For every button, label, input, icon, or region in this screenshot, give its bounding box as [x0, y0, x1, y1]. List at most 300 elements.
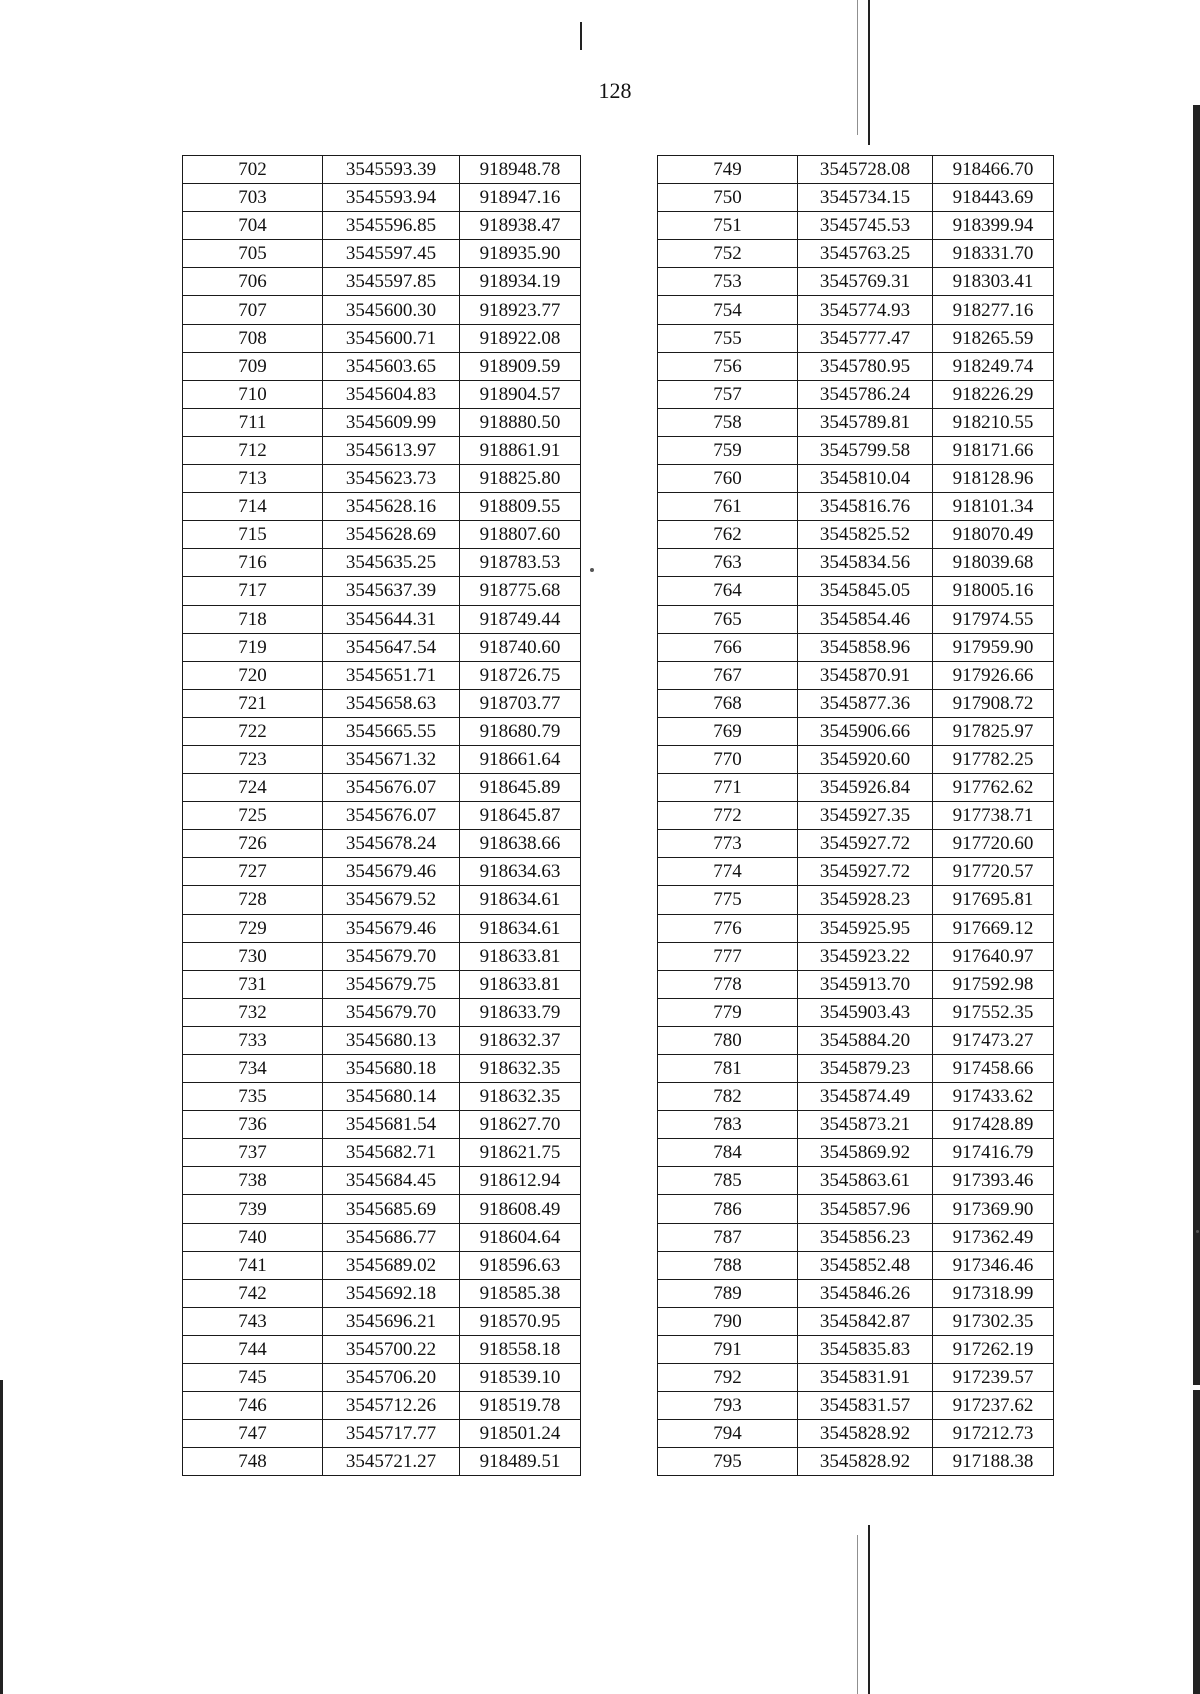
x-coordinate-cell: 3545854.46: [798, 605, 933, 633]
y-coordinate-cell: 918249.74: [933, 352, 1054, 380]
x-coordinate-cell: 3545644.31: [323, 605, 460, 633]
y-coordinate-cell: 918466.70: [933, 156, 1054, 184]
x-coordinate-cell: 3545689.02: [323, 1251, 460, 1279]
x-coordinate-cell: 3545869.92: [798, 1139, 933, 1167]
x-coordinate-cell: 3545831.91: [798, 1364, 933, 1392]
table-row: [183, 998, 581, 1026]
table-row: [658, 493, 1054, 521]
point-number-cell: 713: [183, 465, 323, 493]
x-coordinate-cell: 3545686.77: [323, 1223, 460, 1251]
x-coordinate-cell: 3545596.85: [323, 212, 460, 240]
table-row: [183, 1055, 581, 1083]
x-coordinate-cell: 3545774.93: [798, 296, 933, 324]
table-row: [658, 1139, 1054, 1167]
x-coordinate-cell: 3545609.99: [323, 408, 460, 436]
x-coordinate-cell: 3545679.70: [323, 998, 460, 1026]
x-coordinate-cell: 3545828.92: [798, 1420, 933, 1448]
x-coordinate-cell: 3545927.72: [798, 858, 933, 886]
table-row: [658, 858, 1054, 886]
x-coordinate-cell: 3545928.23: [798, 886, 933, 914]
point-number-cell: 768: [658, 689, 798, 717]
x-coordinate-cell: 3545696.21: [323, 1307, 460, 1335]
y-coordinate-cell: 918005.16: [933, 577, 1054, 605]
x-coordinate-cell: 3545786.24: [798, 380, 933, 408]
table-row: [658, 998, 1054, 1026]
table-row: [658, 1111, 1054, 1139]
y-coordinate-cell: 918809.55: [460, 493, 581, 521]
point-number-cell: 719: [183, 633, 323, 661]
point-number-cell: 775: [658, 886, 798, 914]
table-row: [658, 914, 1054, 942]
table-row: [658, 605, 1054, 633]
table-row: [183, 830, 581, 858]
binding-line: [868, 1525, 870, 1694]
y-coordinate-cell: 918632.37: [460, 1026, 581, 1054]
table-row: [658, 942, 1054, 970]
y-coordinate-cell: 918101.34: [933, 493, 1054, 521]
point-number-cell: 731: [183, 970, 323, 998]
table-row: [658, 1279, 1054, 1307]
point-number-cell: 792: [658, 1364, 798, 1392]
x-coordinate-cell: 3545651.71: [323, 661, 460, 689]
point-number-cell: 778: [658, 970, 798, 998]
point-number-cell: 762: [658, 521, 798, 549]
point-number-cell: 715: [183, 521, 323, 549]
table-row: [183, 352, 581, 380]
x-coordinate-cell: 3545603.65: [323, 352, 460, 380]
table-row: [183, 212, 581, 240]
y-coordinate-cell: 917592.98: [933, 970, 1054, 998]
point-number-cell: 766: [658, 633, 798, 661]
table-row: [183, 324, 581, 352]
x-coordinate-cell: 3545593.39: [323, 156, 460, 184]
x-coordinate-cell: 3545706.20: [323, 1364, 460, 1392]
y-coordinate-cell: 917362.49: [933, 1223, 1054, 1251]
y-coordinate-cell: 918443.69: [933, 184, 1054, 212]
y-coordinate-cell: 918807.60: [460, 521, 581, 549]
y-coordinate-cell: 918726.75: [460, 661, 581, 689]
y-coordinate-cell: 918604.64: [460, 1223, 581, 1251]
point-number-cell: 708: [183, 324, 323, 352]
table-row: [183, 605, 581, 633]
point-number-cell: 702: [183, 156, 323, 184]
table-row: [183, 1335, 581, 1363]
y-coordinate-cell: 917720.60: [933, 830, 1054, 858]
point-number-cell: 779: [658, 998, 798, 1026]
y-coordinate-cell: 918645.89: [460, 774, 581, 802]
binding-line: [857, 0, 858, 135]
point-number-cell: 716: [183, 549, 323, 577]
point-number-cell: 763: [658, 549, 798, 577]
y-coordinate-cell: 918070.49: [933, 521, 1054, 549]
table-row: [183, 577, 581, 605]
y-coordinate-cell: 918632.35: [460, 1083, 581, 1111]
table-row: [658, 970, 1054, 998]
table-row: [183, 1448, 581, 1476]
y-coordinate-cell: 918775.68: [460, 577, 581, 605]
y-coordinate-cell: 917825.97: [933, 717, 1054, 745]
table-row: [183, 1139, 581, 1167]
x-coordinate-cell: 3545597.45: [323, 240, 460, 268]
y-coordinate-cell: 918634.63: [460, 858, 581, 886]
point-number-cell: 712: [183, 436, 323, 464]
y-coordinate-cell: 917239.57: [933, 1364, 1054, 1392]
y-coordinate-cell: 917908.72: [933, 689, 1054, 717]
point-number-cell: 730: [183, 942, 323, 970]
table-row: [183, 380, 581, 408]
y-coordinate-cell: 917473.27: [933, 1026, 1054, 1054]
table-row: [658, 549, 1054, 577]
x-coordinate-cell: 3545816.76: [798, 493, 933, 521]
x-coordinate-cell: 3545647.54: [323, 633, 460, 661]
y-coordinate-cell: 918633.81: [460, 942, 581, 970]
point-number-cell: 726: [183, 830, 323, 858]
table-row: [658, 1055, 1054, 1083]
x-coordinate-cell: 3545825.52: [798, 521, 933, 549]
table-row: [658, 436, 1054, 464]
y-coordinate-cell: 917262.19: [933, 1335, 1054, 1363]
point-number-cell: 738: [183, 1167, 323, 1195]
point-number-cell: 734: [183, 1055, 323, 1083]
point-number-cell: 780: [658, 1026, 798, 1054]
table-row: [183, 1083, 581, 1111]
point-number-cell: 794: [658, 1420, 798, 1448]
table-row: [658, 521, 1054, 549]
y-coordinate-cell: 918265.59: [933, 324, 1054, 352]
y-coordinate-cell: 918825.80: [460, 465, 581, 493]
point-number-cell: 777: [658, 942, 798, 970]
y-coordinate-cell: 918880.50: [460, 408, 581, 436]
point-number-cell: 759: [658, 436, 798, 464]
x-coordinate-cell: 3545728.08: [798, 156, 933, 184]
point-number-cell: 735: [183, 1083, 323, 1111]
point-number-cell: 773: [658, 830, 798, 858]
table-row: [658, 830, 1054, 858]
y-coordinate-cell: 918608.49: [460, 1195, 581, 1223]
y-coordinate-cell: 918634.61: [460, 914, 581, 942]
point-number-cell: 769: [658, 717, 798, 745]
table-row: [183, 1223, 581, 1251]
y-coordinate-cell: 918923.77: [460, 296, 581, 324]
point-number-cell: 770: [658, 745, 798, 773]
y-coordinate-cell: 917212.73: [933, 1420, 1054, 1448]
point-number-cell: 749: [658, 156, 798, 184]
y-coordinate-cell: 918934.19: [460, 268, 581, 296]
left-edge-shadow: [0, 1380, 3, 1694]
x-coordinate-cell: 3545780.95: [798, 352, 933, 380]
table-row: [658, 1335, 1054, 1363]
y-coordinate-cell: 918638.66: [460, 830, 581, 858]
x-coordinate-cell: 3545810.04: [798, 465, 933, 493]
x-coordinate-cell: 3545835.83: [798, 1335, 933, 1363]
y-coordinate-cell: 917640.97: [933, 942, 1054, 970]
y-coordinate-cell: 918634.61: [460, 886, 581, 914]
table-row: [658, 324, 1054, 352]
x-coordinate-cell: 3545745.53: [798, 212, 933, 240]
x-coordinate-cell: 3545700.22: [323, 1335, 460, 1363]
x-coordinate-cell: 3545658.63: [323, 689, 460, 717]
point-number-cell: 772: [658, 802, 798, 830]
x-coordinate-cell: 3545680.18: [323, 1055, 460, 1083]
y-coordinate-cell: 917369.90: [933, 1195, 1054, 1223]
x-coordinate-cell: 3545923.22: [798, 942, 933, 970]
table-row: [658, 408, 1054, 436]
y-coordinate-cell: 918904.57: [460, 380, 581, 408]
x-coordinate-cell: 3545831.57: [798, 1392, 933, 1420]
point-number-cell: 745: [183, 1364, 323, 1392]
x-coordinate-cell: 3545734.15: [798, 184, 933, 212]
table-row: [658, 268, 1054, 296]
point-number-cell: 787: [658, 1223, 798, 1251]
point-number-cell: 704: [183, 212, 323, 240]
point-number-cell: 789: [658, 1279, 798, 1307]
x-coordinate-cell: 3545684.45: [323, 1167, 460, 1195]
table-row: [183, 184, 581, 212]
page-number: 128: [598, 78, 632, 103]
x-coordinate-cell: 3545671.32: [323, 745, 460, 773]
point-number-cell: 744: [183, 1335, 323, 1363]
x-coordinate-cell: 3545906.66: [798, 717, 933, 745]
x-coordinate-cell: 3545600.30: [323, 296, 460, 324]
table-row: [658, 1083, 1054, 1111]
x-coordinate-cell: 3545637.39: [323, 577, 460, 605]
table-row: [658, 802, 1054, 830]
table-row: [658, 1251, 1054, 1279]
y-coordinate-cell: 918331.70: [933, 240, 1054, 268]
x-coordinate-cell: 3545852.48: [798, 1251, 933, 1279]
x-coordinate-cell: 3545913.70: [798, 970, 933, 998]
point-number-cell: 714: [183, 493, 323, 521]
x-coordinate-cell: 3545763.25: [798, 240, 933, 268]
y-coordinate-cell: 917720.57: [933, 858, 1054, 886]
point-number-cell: 795: [658, 1448, 798, 1476]
table-row: [658, 1223, 1054, 1251]
y-coordinate-cell: 918128.96: [933, 465, 1054, 493]
point-number-cell: 782: [658, 1083, 798, 1111]
x-coordinate-cell: 3545628.69: [323, 521, 460, 549]
point-number-cell: 765: [658, 605, 798, 633]
table-row: [183, 156, 581, 184]
table-row: [658, 465, 1054, 493]
point-number-cell: 728: [183, 886, 323, 914]
point-number-cell: 718: [183, 605, 323, 633]
point-number-cell: 721: [183, 689, 323, 717]
x-coordinate-cell: 3545685.69: [323, 1195, 460, 1223]
speck-mark: [580, 22, 582, 50]
y-coordinate-cell: 918399.94: [933, 212, 1054, 240]
y-coordinate-cell: 917237.62: [933, 1392, 1054, 1420]
x-coordinate-cell: 3545600.71: [323, 324, 460, 352]
table-row: [183, 914, 581, 942]
table-row: [183, 408, 581, 436]
x-coordinate-cell: 3545717.77: [323, 1420, 460, 1448]
speck-mark: [1196, 1230, 1199, 1233]
y-coordinate-cell: 918909.59: [460, 352, 581, 380]
y-coordinate-cell: 918570.95: [460, 1307, 581, 1335]
x-coordinate-cell: 3545925.95: [798, 914, 933, 942]
y-coordinate-cell: 918938.47: [460, 212, 581, 240]
point-number-cell: 757: [658, 380, 798, 408]
y-coordinate-cell: 918539.10: [460, 1364, 581, 1392]
point-number-cell: 746: [183, 1392, 323, 1420]
x-coordinate-cell: 3545845.05: [798, 577, 933, 605]
point-number-cell: 720: [183, 661, 323, 689]
x-coordinate-cell: 3545679.52: [323, 886, 460, 914]
table-row: [658, 717, 1054, 745]
x-coordinate-cell: 3545604.83: [323, 380, 460, 408]
y-coordinate-cell: 917669.12: [933, 914, 1054, 942]
x-coordinate-cell: 3545635.25: [323, 549, 460, 577]
point-number-cell: 741: [183, 1251, 323, 1279]
point-number-cell: 703: [183, 184, 323, 212]
table-row: [183, 1392, 581, 1420]
table-row: [658, 296, 1054, 324]
x-coordinate-cell: 3545857.96: [798, 1195, 933, 1223]
y-coordinate-cell: 918703.77: [460, 689, 581, 717]
table-row: [658, 886, 1054, 914]
edge-shadow: [1193, 105, 1200, 1385]
table-row: [183, 886, 581, 914]
point-number-cell: 724: [183, 774, 323, 802]
table-body-right: [658, 156, 1054, 1476]
point-number-cell: 771: [658, 774, 798, 802]
x-coordinate-cell: 3545597.85: [323, 268, 460, 296]
y-coordinate-cell: 917695.81: [933, 886, 1054, 914]
table-row: [183, 1279, 581, 1307]
table-row: [658, 1392, 1054, 1420]
x-coordinate-cell: 3545873.21: [798, 1111, 933, 1139]
table-row: [183, 493, 581, 521]
y-coordinate-cell: 918585.38: [460, 1279, 581, 1307]
point-number-cell: 785: [658, 1167, 798, 1195]
y-coordinate-cell: 917738.71: [933, 802, 1054, 830]
point-number-cell: 729: [183, 914, 323, 942]
x-coordinate-cell: 3545856.23: [798, 1223, 933, 1251]
x-coordinate-cell: 3545870.91: [798, 661, 933, 689]
x-coordinate-cell: 3545681.54: [323, 1111, 460, 1139]
x-coordinate-cell: 3545628.16: [323, 493, 460, 521]
table-row: [658, 689, 1054, 717]
x-coordinate-cell: 3545769.31: [798, 268, 933, 296]
x-coordinate-cell: 3545682.71: [323, 1139, 460, 1167]
x-coordinate-cell: 3545927.35: [798, 802, 933, 830]
x-coordinate-cell: 3545834.56: [798, 549, 933, 577]
edge-shadow: [1193, 1390, 1200, 1694]
table-row: [183, 970, 581, 998]
y-coordinate-cell: 918633.79: [460, 998, 581, 1026]
point-number-cell: 786: [658, 1195, 798, 1223]
table-row: [183, 521, 581, 549]
binding-line: [857, 1535, 858, 1694]
table-row: [658, 212, 1054, 240]
table-row: [658, 1448, 1054, 1476]
table-row: [183, 1026, 581, 1054]
point-number-cell: 747: [183, 1420, 323, 1448]
x-coordinate-cell: 3545863.61: [798, 1167, 933, 1195]
x-coordinate-cell: 3545799.58: [798, 436, 933, 464]
point-number-cell: 756: [658, 352, 798, 380]
table-row: [183, 661, 581, 689]
y-coordinate-cell: 918210.55: [933, 408, 1054, 436]
x-coordinate-cell: 3545920.60: [798, 745, 933, 773]
point-number-cell: 761: [658, 493, 798, 521]
x-coordinate-cell: 3545623.73: [323, 465, 460, 493]
y-coordinate-cell: 917318.99: [933, 1279, 1054, 1307]
x-coordinate-cell: 3545789.81: [798, 408, 933, 436]
table-row: [658, 184, 1054, 212]
point-number-cell: 774: [658, 858, 798, 886]
point-number-cell: 754: [658, 296, 798, 324]
y-coordinate-cell: 918519.78: [460, 1392, 581, 1420]
y-coordinate-cell: 918039.68: [933, 549, 1054, 577]
y-coordinate-cell: 918501.24: [460, 1420, 581, 1448]
point-number-cell: 753: [658, 268, 798, 296]
x-coordinate-cell: 3545613.97: [323, 436, 460, 464]
y-coordinate-cell: 918632.35: [460, 1055, 581, 1083]
point-number-cell: 781: [658, 1055, 798, 1083]
table-row: [183, 717, 581, 745]
point-number-cell: 736: [183, 1111, 323, 1139]
table-row: [183, 802, 581, 830]
x-coordinate-cell: 3545721.27: [323, 1448, 460, 1476]
point-number-cell: 722: [183, 717, 323, 745]
y-coordinate-cell: 918633.81: [460, 970, 581, 998]
binding-line: [868, 0, 870, 145]
table-row: [183, 1307, 581, 1335]
x-coordinate-cell: 3545680.13: [323, 1026, 460, 1054]
point-number-cell: 707: [183, 296, 323, 324]
x-coordinate-cell: 3545676.07: [323, 774, 460, 802]
y-coordinate-cell: 917346.46: [933, 1251, 1054, 1279]
point-number-cell: 784: [658, 1139, 798, 1167]
x-coordinate-cell: 3545926.84: [798, 774, 933, 802]
table-row: [183, 549, 581, 577]
y-coordinate-cell: 917416.79: [933, 1139, 1054, 1167]
y-coordinate-cell: 917926.66: [933, 661, 1054, 689]
table-body-left: [183, 156, 581, 1476]
point-number-cell: 705: [183, 240, 323, 268]
x-coordinate-cell: 3545665.55: [323, 717, 460, 745]
x-coordinate-cell: 3545884.20: [798, 1026, 933, 1054]
table-row: [658, 661, 1054, 689]
point-number-cell: 742: [183, 1279, 323, 1307]
x-coordinate-cell: 3545680.14: [323, 1083, 460, 1111]
x-coordinate-cell: 3545678.24: [323, 830, 460, 858]
point-number-cell: 723: [183, 745, 323, 773]
x-coordinate-cell: 3545593.94: [323, 184, 460, 212]
y-coordinate-cell: 918627.70: [460, 1111, 581, 1139]
y-coordinate-cell: 918277.16: [933, 296, 1054, 324]
point-number-cell: 740: [183, 1223, 323, 1251]
point-number-cell: 732: [183, 998, 323, 1026]
table-row: [183, 689, 581, 717]
x-coordinate-cell: 3545858.96: [798, 633, 933, 661]
x-coordinate-cell: 3545874.49: [798, 1083, 933, 1111]
point-number-cell: 767: [658, 661, 798, 689]
table-row: [183, 942, 581, 970]
y-coordinate-cell: 917433.62: [933, 1083, 1054, 1111]
y-coordinate-cell: 917428.89: [933, 1111, 1054, 1139]
y-coordinate-cell: 918621.75: [460, 1139, 581, 1167]
y-coordinate-cell: 918749.44: [460, 605, 581, 633]
point-number-cell: 752: [658, 240, 798, 268]
table-row: [183, 465, 581, 493]
table-row: [183, 1111, 581, 1139]
y-coordinate-cell: 918489.51: [460, 1448, 581, 1476]
x-coordinate-cell: 3545712.26: [323, 1392, 460, 1420]
table-row: [183, 774, 581, 802]
y-coordinate-cell: 918303.41: [933, 268, 1054, 296]
